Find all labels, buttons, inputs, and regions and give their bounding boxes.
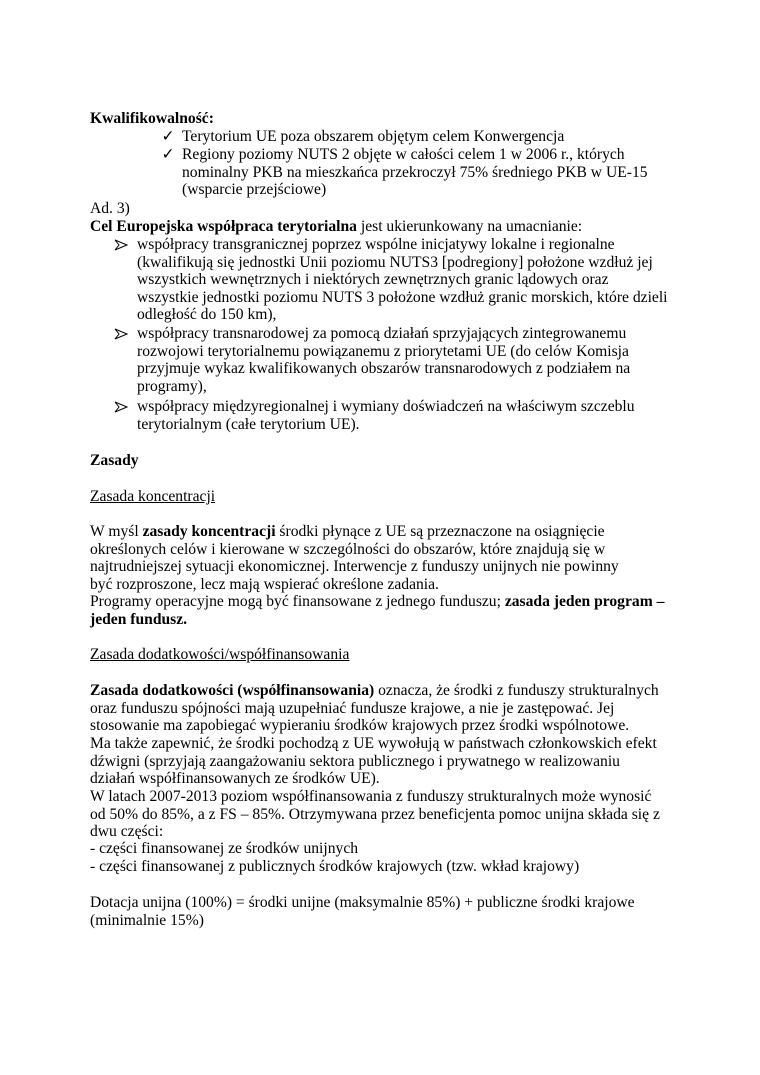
concentration-paragraph [90, 523, 640, 593]
bold-term: zasada jeden program – jeden fundusz. [90, 593, 665, 628]
principles-heading: Zasady [90, 452, 139, 469]
arrow-bullet-icon [114, 401, 128, 413]
concentration-paragraph-2 [90, 593, 690, 628]
cofinancing-paragraph: W latach 2007-2013 poziom współfinansowania z funduszy strukturalnych może wynosić od 50% do 85%, a z FS – 85%. Otrzymywana przez beneficjenta pomoc unijna składa się z dwu części: [90, 788, 660, 841]
dash-item: - części finansowanej z publicznych środków krajowych (tzw. wkład krajowy) [90, 858, 580, 875]
additionality-paragraph-2: Ma także zapewnić, że środki pochodzą z UE wywołują w państwach członkowskich efekt dźwigni (sprzyjają zaangażowaniu sektora publicznego i prywatnego w realizowaniu działań współfinansowanych ze środków UE). [90, 735, 657, 788]
goal-title: Cel Europejska współpraca terytorialna [90, 218, 357, 235]
text-span: oznacza, że środki z funduszy strukturalnych oraz funduszu spójności mają uzupełniać fundusze krajowe, a nie je zastępować. Jej stosowanie ma zapobiegać wypieraniu środków krajowych przez środki wspólnotowe. [90, 682, 659, 735]
list-item-text: współpracy transgranicznej poprzez wspólne inicjatywy lokalne i regionalne (kwalifikują się jednostki Unii poziomu NUTS3 [podregiony] położone wzdłuż jej wszystkich wewnętrznych i niektórych zewnętrznych granic lądowych oraz wszystkie jednostki poziomu NUTS 3 położone wzdłuż granic morskich, które dzieli odległość do 150 km), [137, 236, 668, 324]
list-item [137, 398, 657, 433]
goal-intro: jest ukierunkowany na umacnianie: [356, 218, 583, 235]
list-item-text: współpracy międzyregionalnej i wymiany doświadczeń na właściwym szczeblu terytorialnym (całe terytorium UE). [137, 398, 635, 433]
concentration-title: Zasada koncentracji [90, 488, 216, 505]
list-item-text: współpracy transnarodowej za pomocą działań sprzyjających zintegrowanemu rozwojowi terytorialnemu powiązanemu z priorytetami UE (do celów Komisja przyjmuje wykaz kwalifikowanych obszarów transnarodowych z podziałem na programy), [137, 325, 631, 395]
text-span: W myśl [90, 523, 143, 540]
formula-paragraph: Dotacja unijna (100%) = środki unijne (maksymalnie 85%) + publiczne środki krajowe (minimalnie 15%) [90, 894, 635, 929]
checkmark-icon: ✓ [161, 146, 175, 163]
arrow-bullet-icon [114, 239, 128, 251]
list-item [161, 146, 652, 199]
dash-item: - części finansowanej ze środków unijnych [90, 840, 359, 857]
checkmark-icon: ✓ [161, 128, 175, 145]
text-span: środki płynące z UE są przeznaczone na osiągnięcie określonych celów i kierowane w szczególności do obszarów, które znajdują się w najtrudniejszej sytuacji ekonomicznej. Interwencje z funduszy unijnych nie powinny być rozproszone, lecz mają wspierać określone zadania. [90, 523, 619, 593]
bold-term: Zasada dodatkowości (współfinansowania) [90, 682, 375, 699]
text-span: Programy operacyjne mogą być finansowane z jednego funduszu; [90, 593, 505, 610]
list-item [137, 325, 657, 395]
section-label: Ad. 3) [90, 200, 130, 217]
list-item-text: Regiony poziomy NUTS 2 objęte w całości celem 1 w 2006 r., których nominalny PKB na mieszkańca przekroczył 75% średniego PKB w UE-15 (wsparcie przejściowe) [182, 146, 648, 199]
list-item [161, 128, 642, 146]
additionality-paragraph [90, 682, 665, 735]
list-item [137, 236, 672, 324]
eligibility-heading: Kwalifikowalność: [90, 110, 214, 127]
goal-paragraph [90, 218, 680, 236]
additionality-title: Zasada dodatkowości/współfinansowania [90, 646, 350, 663]
arrow-bullet-icon [114, 328, 128, 340]
bold-term: zasady koncentracji [142, 523, 276, 540]
list-item-text: Terytorium UE poza obszarem objętym celem Konwergencja [182, 128, 565, 145]
